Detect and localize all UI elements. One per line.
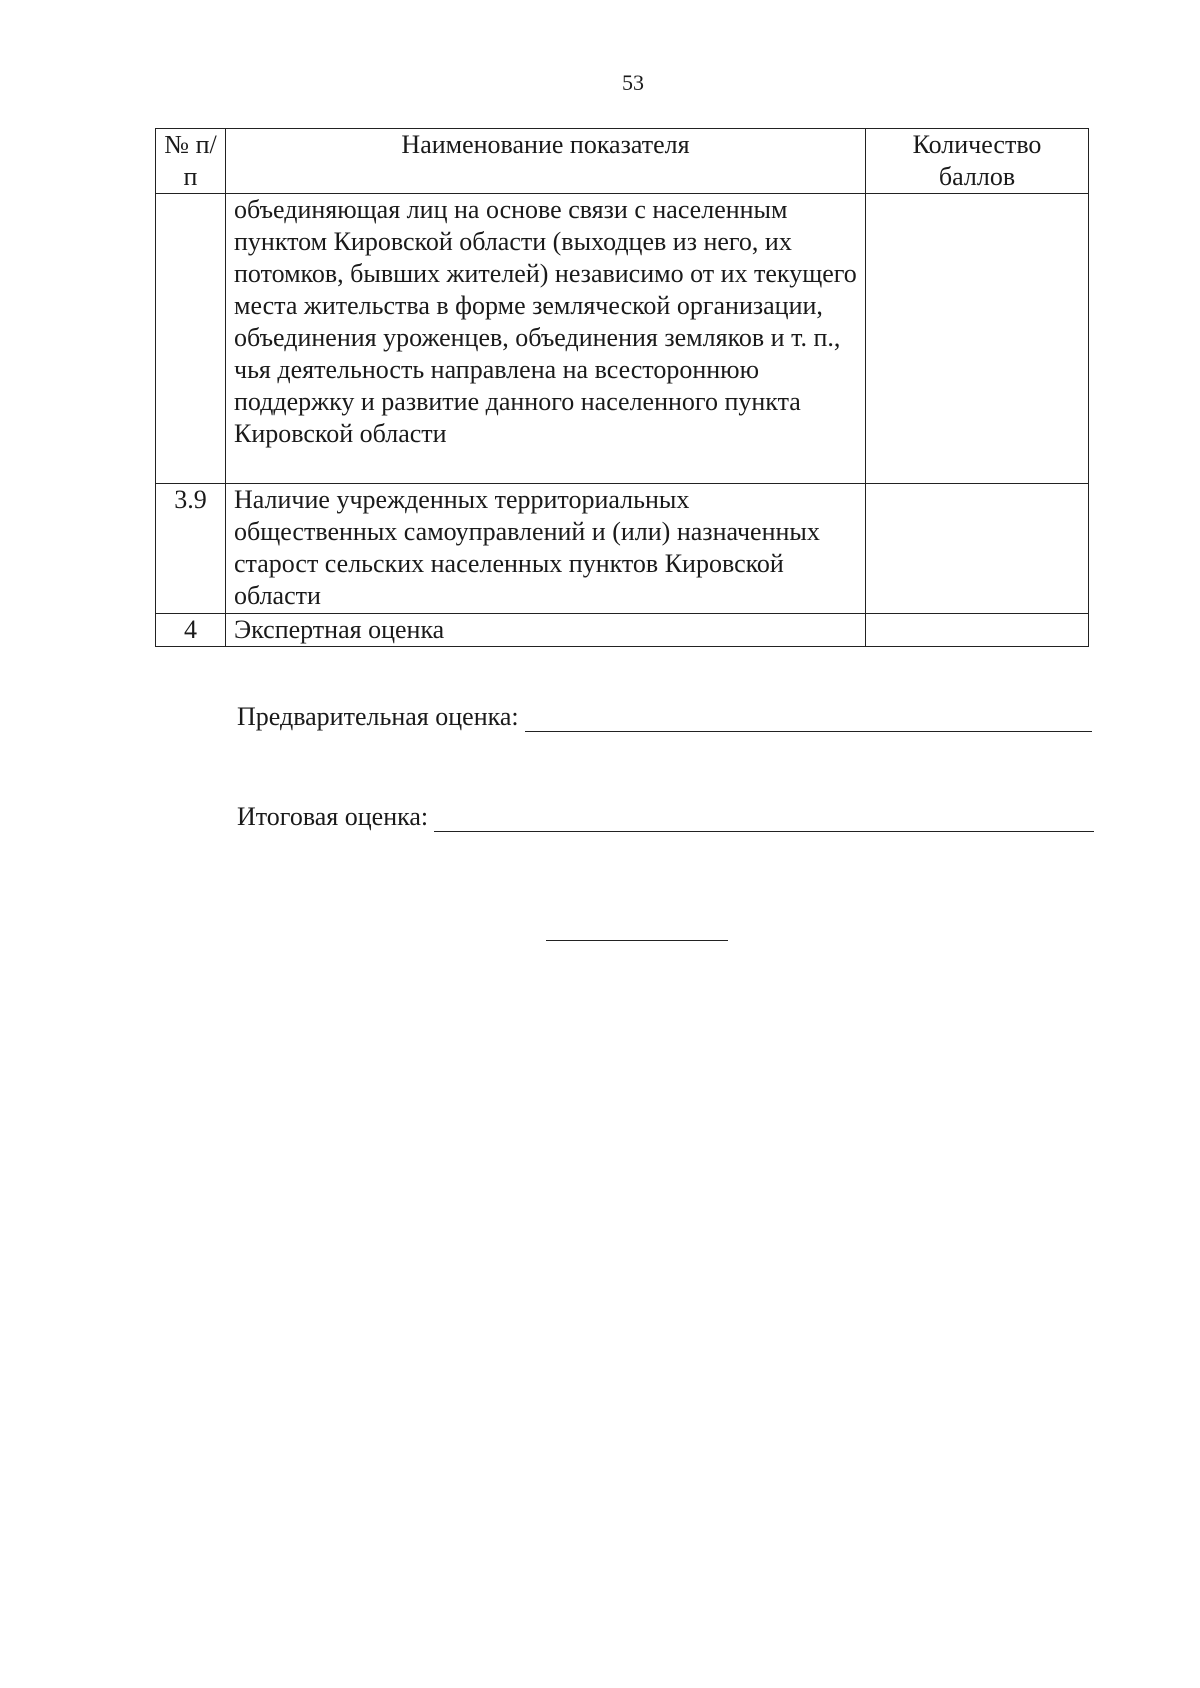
header-num: № п/п bbox=[156, 129, 226, 194]
row-num bbox=[156, 194, 226, 484]
end-rule bbox=[546, 940, 728, 941]
indicators-table bbox=[155, 128, 1089, 647]
header-name: Наименование показателя bbox=[226, 129, 866, 194]
row-num: 4 bbox=[156, 614, 226, 647]
preliminary-score-label: Предварительная оценка: bbox=[237, 702, 519, 731]
row-score bbox=[866, 614, 1089, 647]
row-num: 3.9 bbox=[156, 484, 226, 614]
row-name: Экспертная оценка bbox=[226, 614, 866, 647]
final-score-line bbox=[237, 802, 1094, 832]
table-row bbox=[156, 194, 1089, 484]
final-score-label: Итоговая оценка: bbox=[237, 802, 429, 831]
row-name: Наличие учрежденных территориальных общественных самоуправлений и (или) назначенных старост сельских населенных пунктов Кировской области bbox=[226, 484, 866, 614]
preliminary-score-blank bbox=[525, 707, 1092, 732]
row-score bbox=[866, 484, 1089, 614]
row-name: объединяющая лиц на основе связи с населенным пунктом Кировской области (выходцев из него, их потомков, бывших жителей) независимо от их текущего места жительства в форме земляческой организации, объединения уроженцев, объединения земляков и т. п., чья деятельность направлена на всестороннюю поддержку и развитие данного населенного пункта Кировской области bbox=[226, 194, 866, 484]
table-row bbox=[156, 484, 1089, 614]
final-score-blank bbox=[434, 807, 1094, 832]
table-header-row bbox=[156, 129, 1089, 194]
header-score: Количество баллов bbox=[866, 129, 1089, 194]
preliminary-score-line bbox=[237, 702, 1092, 732]
table-row bbox=[156, 614, 1089, 647]
row-score bbox=[866, 194, 1089, 484]
page-number: 53 bbox=[622, 70, 644, 95]
